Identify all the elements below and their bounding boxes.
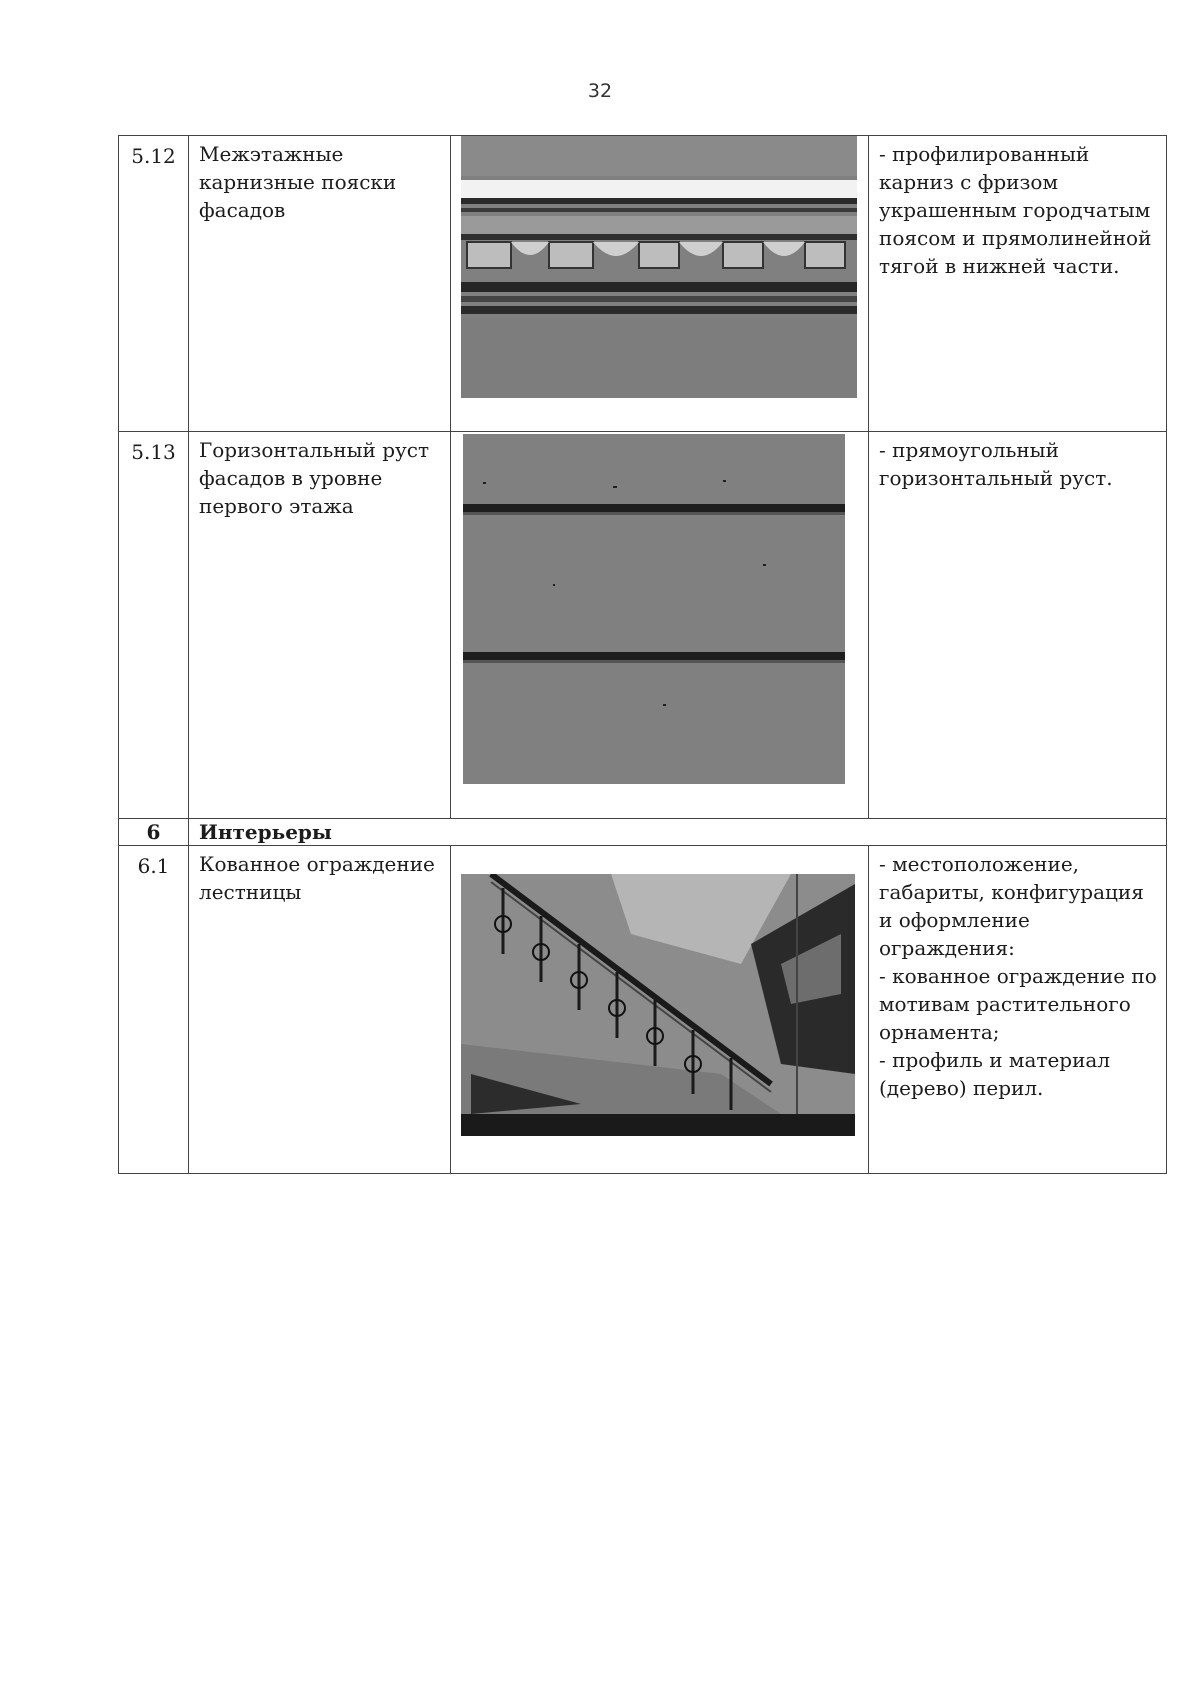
description-line: - профиль и материал (дерево) перил. <box>879 1048 1111 1100</box>
section-number-cell <box>119 819 189 846</box>
row-number-cell <box>119 136 189 432</box>
row-number: 6.1 <box>137 854 170 878</box>
table-row <box>119 136 1167 432</box>
description-cell <box>869 846 1167 1174</box>
element-name-cell <box>189 846 451 1174</box>
element-name: Горизонтальный руст фасадов в уровне первого этажа <box>199 438 430 518</box>
photo-cell <box>451 136 869 432</box>
element-description: - профилированный карниз с фризом украшенным городчатым поясом и прямолинейной тягой в нижней части. <box>879 142 1152 278</box>
description-line: - местоположение, габариты, конфигурация и оформление ограждения: <box>879 852 1144 960</box>
element-name: Межэтажные карнизные пояски фасадов <box>199 142 397 222</box>
cornice-photo <box>461 136 857 398</box>
stair-railing-photo <box>461 874 855 1136</box>
table-row <box>119 846 1167 1174</box>
row-number: 5.12 <box>131 144 176 168</box>
section-title: Интерьеры <box>199 820 332 844</box>
row-number: 5.13 <box>131 440 176 464</box>
description-line: - кованное ограждение по мотивам растительного орнамента; <box>879 964 1157 1044</box>
description-cell <box>869 432 1167 819</box>
element-name: Кованное ограждение лестницы <box>199 852 435 904</box>
heritage-elements-table <box>118 135 1167 1174</box>
photo-cell <box>451 432 869 819</box>
photo-cell <box>451 846 869 1174</box>
page-number: 32 <box>587 80 613 102</box>
description-cell <box>869 136 1167 432</box>
section-number: 6 <box>146 820 161 844</box>
element-name-cell <box>189 136 451 432</box>
row-number-cell <box>119 846 189 1174</box>
element-description: - прямоугольный горизонтальный руст. <box>879 438 1113 490</box>
row-number-cell <box>119 432 189 819</box>
rustication-photo <box>463 434 845 784</box>
section-title-cell <box>189 819 1167 846</box>
element-description <box>869 846 1166 1102</box>
table-row <box>119 432 1167 819</box>
element-name-cell <box>189 432 451 819</box>
section-header-row <box>119 819 1167 846</box>
